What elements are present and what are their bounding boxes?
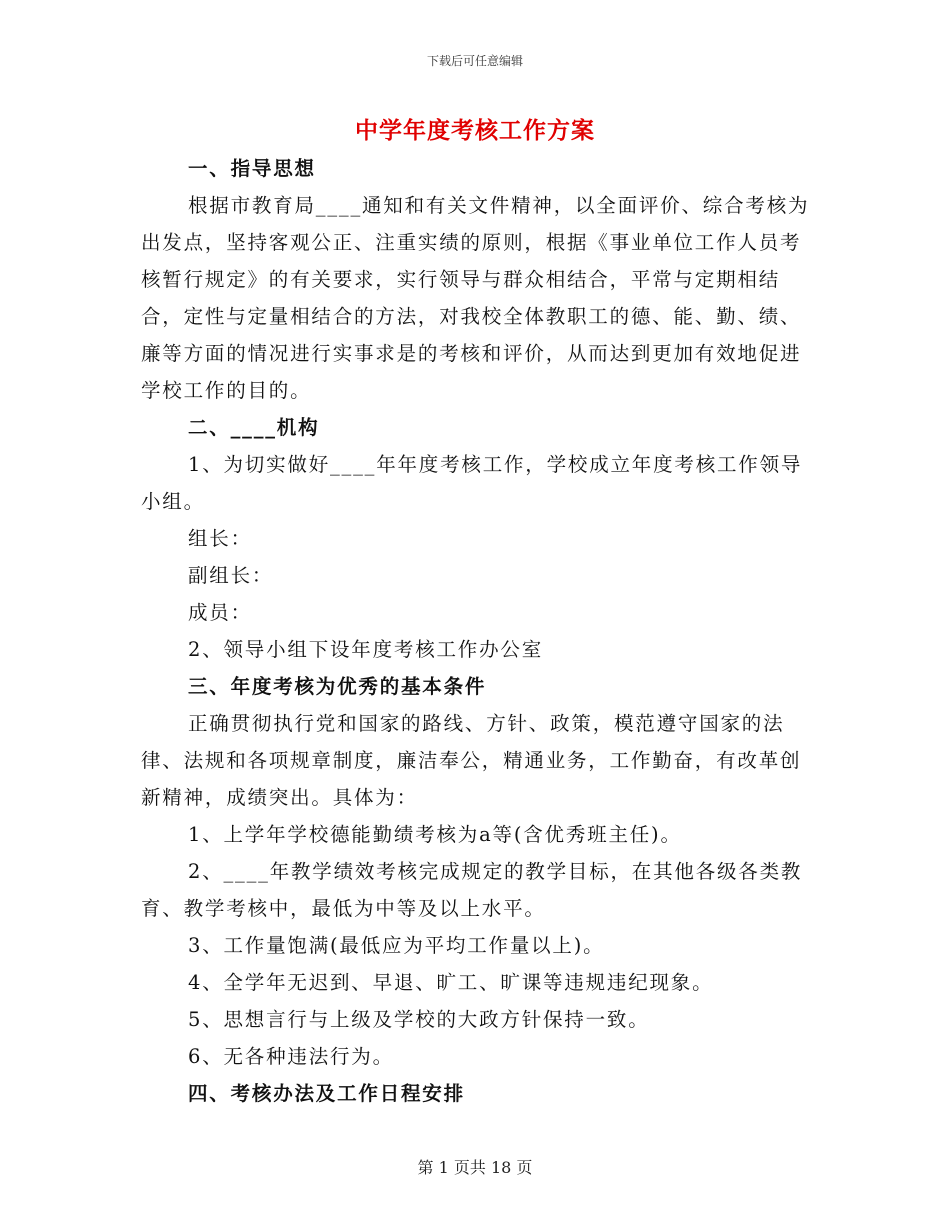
section-3-item-3: 3、工作量饱满(最低应为平均工作量以上)。 [188, 934, 605, 957]
section-3-paragraph: 正确贯彻执行党和国家的路线、方针、政策，模范遵守国家的法律、法规和各项规章制度，廉洁奉公，精通业务，工作勤奋，有改革创新精神，成绩突出。具体为： [141, 712, 802, 809]
section-2-heading: 二、____机构 [188, 416, 320, 439]
document-body [141, 150, 811, 1112]
section-2-deputy-label: 副组长： [188, 564, 274, 587]
section-2-leader-label: 组长： [188, 527, 252, 550]
section-2-item-1: 1、为切实做好____年年度考核工作，学校成立年度考核工作领导小组。 [141, 453, 803, 513]
page-footer: 第 1 页共 18 页 [417, 1158, 533, 1177]
section-2-members-label: 成员： [188, 601, 252, 624]
section-1-heading: 一、指导思想 [188, 157, 316, 180]
section-3-item-1: 1、上学年学校德能勤绩考核为a等(含优秀班主任)。 [188, 823, 682, 846]
section-3-item-2: 2、____年教学绩效考核完成规定的教学目标，在其他各级各类教育、教学考核中，最低为中等及以上水平。 [141, 860, 803, 920]
header-note: 下载后可任意编辑 [426, 54, 523, 68]
section-3-heading: 三、年度考核为优秀的基本条件 [188, 675, 487, 698]
section-2-item-2: 2、领导小组下设年度考核工作办公室 [188, 638, 544, 661]
section-4-heading: 四、考核办法及工作日程安排 [188, 1082, 465, 1105]
document-title: 中学年度考核工作方案 [355, 117, 595, 144]
section-3-item-6: 6、无各种违法行为。 [188, 1045, 394, 1068]
section-3-item-4: 4、全学年无迟到、早退、旷工、旷课等违规违纪现象。 [188, 971, 714, 994]
section-1-paragraph: 根据市教育局____通知和有关文件精神，以全面评价、综合考核为出发点，坚持客观公正、注重实绩的原则，根据《事业单位工作人员考核暂行规定》的有关要求，实行领导与群众相结合，平常与定期相结合，定性与定量相结合的方法，对我校全体教职工的德、能、勤、绩、廉等方面的情况进行实事求是的考核和评价，从而达到更加有效地促进学校工作的目的。 [141, 194, 810, 402]
section-3-item-5: 5、思想言行与上级及学校的大政方针保持一致。 [188, 1008, 650, 1031]
